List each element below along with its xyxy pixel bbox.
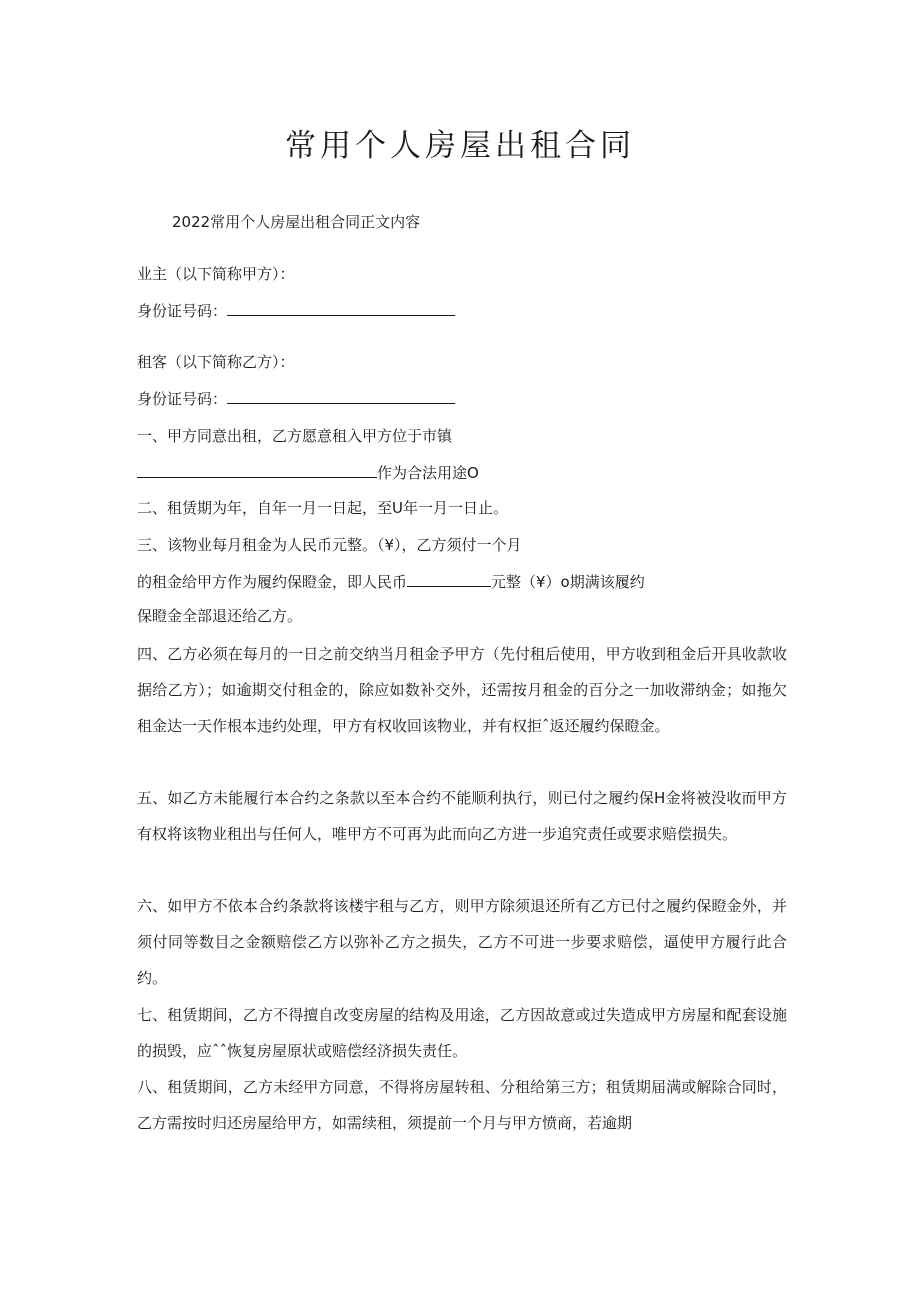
- landlord-label: 业主（以下简称甲方）：: [137, 265, 295, 283]
- clause-6: 六、如甲方不依本合约条款将该楼宇租与乙方，则甲方除须退还所有乙方已付之履约保瞪金外，并须付同等数目之金额赔偿乙方以弥补乙方之损失，乙方不可进一步要求赔偿，逼使甲方履行此合约。: [137, 897, 787, 987]
- clause-3-line-2: [137, 569, 645, 594]
- clause-4: 四、乙方必须在每月的一日之前交纳当月租金予甲方（先付租后使用，甲方收到租金后开具收款收据给乙方）；如逾期交付租金的，除应如数补交外，还需按月租金的百分之一加收滞纳金；如拖欠租金达一天作根本违约处理，甲方有权收回该物业，并有权拒ˆ返还履约保瞪金。: [137, 645, 787, 735]
- clause-8: 八、租赁期间，乙方未经甲方同意，不得将房屋转租、分租给第三方；租赁期届满或解除合同时，乙方需按时归还房屋给甲方，如需续租，须提前一个月与甲方愤商，若逾期: [137, 1078, 787, 1132]
- clause-5: 五、如乙方未能履行本合约之条款以至本合约不能顺利执行，则已付之履约保H金将被没收而甲方有权将该物业租出与任何人，唯甲方不可再为此而向乙方进一步追究责任或要求赔偿损失。: [137, 789, 787, 843]
- landlord-id-line: [137, 298, 455, 323]
- clause-3-line-3: 保瞪金全部退还给乙方。: [137, 607, 303, 625]
- clause-1-purpose-text: 作为合法用途O: [377, 464, 479, 482]
- tenant-id-blank: [227, 386, 455, 404]
- tenant-label: 租客（以下简称乙方）：: [137, 353, 295, 371]
- property-location-blank: [137, 460, 377, 478]
- landlord-id-label: 身份证号码：: [137, 302, 228, 320]
- tenant-id-label: 身份证号码：: [137, 390, 228, 408]
- clause-3-line-1: 三、该物业每月租金为人民币元整。（¥），乙方须付一个月: [137, 536, 522, 554]
- tenant-id-line: [137, 386, 455, 411]
- clause-3-deposit-text: 的租金给甲方作为履约保瞪金，即人民币: [137, 573, 408, 591]
- document-title: 常用个人房屋出租合同: [285, 128, 635, 164]
- clause-1-line-1: 一、甲方同意出租，乙方愿意租入甲方位于市镇: [137, 427, 453, 445]
- clause-3-deposit-text-tail: 元整（¥）o期满该履约: [491, 573, 645, 591]
- clause-2: 二、租赁期为年，自年一月一日起，至U年一月一日止。: [137, 499, 508, 517]
- landlord-id-blank: [227, 298, 455, 316]
- clause-7: 七、租赁期间，乙方不得擅自改变房屋的结构及用途，乙方因故意或过失造成甲方房屋和配套设施的损毁，应ˆˆ恢复房屋原状或赔偿经济损失责任。: [137, 1006, 787, 1060]
- clause-1-line-2: [137, 460, 479, 485]
- deposit-amount-blank: [407, 569, 491, 587]
- document-subtitle: 2022常用个人房屋出租合同正文内容: [172, 213, 421, 231]
